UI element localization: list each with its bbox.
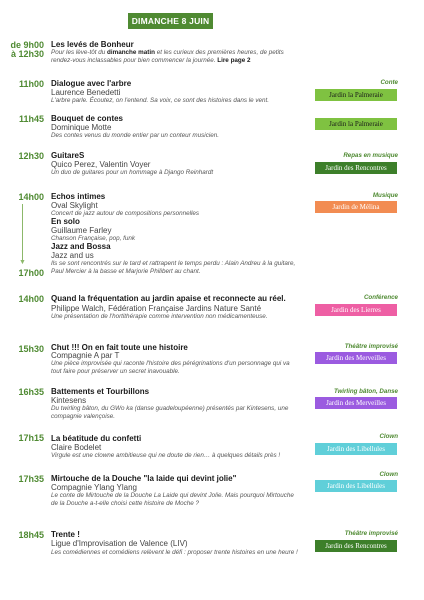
event-performer: Compagnie A par T [51,351,120,360]
event-time: 18h45 [18,530,44,540]
event-performer: Ligue d'Improvisation de Valence (LIV) [51,539,188,548]
time-range-line [22,204,23,260]
event-category: Théâtre improvisé [344,343,398,350]
venue-badge: Jardin des Rencontres [315,540,397,552]
event-time: de 9h00 [10,40,44,50]
event-title: Trente ! [51,530,80,539]
event-category: Twirling bâton, Danse [333,388,398,395]
event-subtitle: Jazz and Bossa [51,242,111,251]
day-banner: DIMANCHE 8 JUIN [128,13,213,29]
event-title: Mirtouche de la Douche "la laide qui devint jolie" [51,474,237,483]
event-performer: Laurence Benedetti [51,88,121,97]
event-description: Chanson Française, pop, funk [51,235,136,242]
venue-badge: Jardin de Mélina [315,201,397,213]
event-description: Un duo de guitares pour un hommage à Django Reinhardt [51,169,214,176]
event-subtitle: En solo [51,217,80,226]
event-description: Pour les lève-tôt du dimanche matin et les curieux des premières heures, de petits rendez-vous inclassables pour bien commencer la journée. Lire page 2 [51,49,284,64]
event-performer: Kintesens [51,396,87,405]
event-description: Une présentation de l'hortithérapie comme intervention non médicamenteuse. [51,313,268,320]
event-time: 14h00 [18,192,44,202]
event-title: Les levés de Bonheur [51,40,134,49]
event-performer: Claire Bodelet [51,443,102,452]
event-category: Clown [379,471,398,478]
event-title: Quand la fréquentation au jardin apaise et reconnecte au réel. [51,294,286,303]
event-performer: Jazz and us [51,251,94,260]
event-description: Ils se sont rencontrés sur le tard et rattrapent le temps perdu : Alain Andreu à la guitare, Paul Mercier à la basse et Marjorie Philibert au chant. [51,260,296,275]
event-performer: Oval Skylight [51,201,98,210]
event-category: Musique [372,192,398,199]
venue-badge: Jardin des Merveilles [315,397,397,409]
event-title: Echos intimes [51,192,106,201]
event-description: Des contes venus du monde entier par un conteur musicien. [51,132,220,139]
event-performer: Philippe Walch, Fédération Française Jardins Nature Santé [51,304,262,313]
event-time-end: 17h00 [18,268,44,278]
event-title: Dialogue avec l'arbre [51,79,132,88]
event-category: Conférence [363,294,398,301]
event-category: Théâtre improvisé [344,530,398,537]
event-time: 17h15 [18,433,44,443]
event-description: L'arbre parle. Écoutez, on l'entend. Sa voix, ce sont des histoires dans le vent. [51,97,270,104]
event-time: 12h30 [18,151,44,161]
event-description: Une pièce improvisée qui raconte l'histoire des pérégrinations d'un personnage qui va tout faire pour préserver un secret inavouable. [51,360,290,375]
event-title: Battements et Tourbillons [51,387,150,396]
event-time: 15h30 [18,344,44,354]
venue-badge: Jardin des Lierres [315,304,397,316]
event-title: Chut !!! On en fait toute une histoire [51,343,188,352]
venue-badge: Jardin des Libellules [315,480,397,492]
event-time: 14h00 [18,294,44,304]
event-category: Clown [379,433,398,440]
venue-badge: Jardin des Libellules [315,443,397,455]
event-description: Concert de jazz autour de compositions personnelles [51,210,200,217]
arrow-down-icon: ▼ [19,259,26,266]
venue-badge: Jardin la Palmeraie [315,89,397,101]
event-performer: Guillaume Farley [51,226,112,235]
event-description: Du twirling bâton, du GWo ka (danse guadeloupéenne) présentés par Kintesens, une compagnie valençoise. [51,405,289,420]
venue-badge: Jardin des Merveilles [315,352,397,364]
venue-badge: Jardin des Rencontres [315,162,397,174]
venue-badge: Jardin la Palmeraie [315,118,397,130]
event-title: Bouquet de contes [51,114,124,123]
event-title: La béatitude du confetti [51,434,142,443]
event-performer: Quico Perez, Valentin Voyer [51,160,151,169]
event-time-end: à 12h30 [10,49,44,59]
event-description: Virgule est une clowne ambitieuse qui ne doute de rien… à quelques détails près ! [51,452,281,459]
event-time: 17h35 [18,474,44,484]
event-performer: Dominique Motte [51,123,112,132]
event-time: 11h00 [18,79,44,89]
event-description: Le conte de Mirtouche de la Douche La Laide qui devint Jolie. Mais pourquoi Mirtouche de la Douche a-t-elle choisi cette histoire de Moche ? [51,492,294,507]
event-time: 16h35 [18,387,44,397]
event-title: GuitareS [51,151,85,160]
event-category: Repas en musique [343,152,398,159]
event-time: 11h45 [18,114,44,124]
event-category: Conte [380,79,398,86]
event-description: Les comédiennes et comédiens relèvent le défi : proposer trente histoires en une heure ! [51,549,298,556]
event-performer: Compagnie Ylang Ylang [51,483,137,492]
